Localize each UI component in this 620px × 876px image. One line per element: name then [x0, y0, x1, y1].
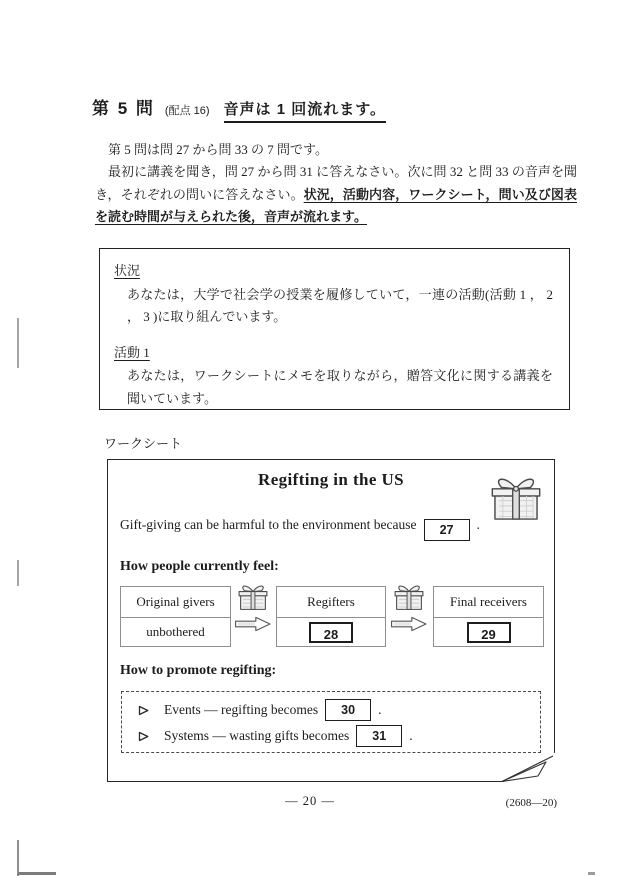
instructions	[95, 139, 577, 229]
page-number: — 20 —	[285, 794, 335, 808]
promote-heading: How to promote regifting:	[120, 663, 277, 678]
worksheet-title: Regifting in the US	[258, 470, 404, 489]
answer-blank-30: 30	[325, 699, 371, 721]
flow-box-value: unbothered	[146, 624, 205, 639]
flow-box-value	[434, 618, 543, 646]
promote-item-systems	[132, 723, 540, 749]
activity-label: 活動 1	[114, 344, 150, 360]
section-header	[92, 94, 386, 123]
situation-text: あなたは，大学で社会学の授業を履修していて，一連の活動(活動 1 ， 2 ， 3 )に取り組んでいます。	[127, 286, 553, 324]
flow-box-title: Original givers	[121, 587, 230, 618]
flow-connector-2	[386, 582, 432, 632]
promote-item-text: Events — regifting becomes	[164, 702, 319, 717]
right-arrow-icon	[234, 619, 272, 636]
scan-artifact	[588, 872, 595, 875]
scan-artifact	[17, 560, 19, 586]
worksheet-intro-line	[120, 517, 550, 541]
feel-heading: How people currently feel:	[120, 559, 279, 574]
scan-artifact	[17, 840, 19, 876]
answer-blank-29: 29	[467, 622, 511, 643]
form-code: (2608—20)	[505, 797, 557, 809]
scan-artifact	[17, 318, 19, 368]
points-allocation: (配点 16)	[164, 105, 210, 117]
situation-activity-box	[99, 248, 570, 410]
flow-connector-1	[230, 582, 276, 632]
arrowhead-bullet-icon	[138, 731, 149, 742]
audio-plays-once-notice: 音声は 1 回流れます。	[224, 98, 386, 123]
answer-blank-27: 27	[424, 519, 470, 541]
promote-box	[121, 691, 541, 753]
instruction-underlined: 状況，活動内容，ワークシート，問い及び図表を読む時間が与えられた後，音声が流れます。	[95, 186, 577, 225]
activity-text: あなたは，ワークシートにメモを取りながら，贈答文化に関する講義を聞いています。	[127, 368, 553, 406]
scan-artifact	[18, 872, 56, 875]
gift-icon	[392, 599, 426, 616]
folded-corner	[494, 749, 556, 783]
section-number: 第 5 問	[92, 99, 155, 118]
right-arrow-icon	[390, 619, 428, 636]
flow-box-original-givers	[120, 586, 231, 647]
promote-item-period: .	[378, 702, 382, 717]
worksheet-label: ワークシート	[104, 436, 183, 451]
instruction-line-1: 第 5 問は問 27 から問 33 の 7 問です。	[108, 142, 328, 157]
instruction-paragraph	[95, 161, 577, 228]
flow-box-title: Regifters	[277, 587, 385, 618]
flow-box-final-receivers	[433, 586, 544, 647]
flow-box-value	[277, 618, 385, 646]
answer-blank-31: 31	[356, 725, 402, 747]
promote-item-events	[132, 697, 540, 723]
situation-label: 状況	[114, 263, 141, 278]
worksheet-sheet	[107, 459, 555, 782]
promote-item-text: Systems — wasting gifts becomes	[164, 728, 350, 743]
gift-icon	[236, 599, 270, 616]
intro-pre: Gift-giving can be harmful to the environment because	[120, 517, 417, 532]
answer-blank-28: 28	[309, 622, 353, 643]
promote-item-period: .	[409, 728, 413, 743]
instruction-body: 最初に講義を聞き，問 27 から問 31 に答えなさい。次に問 32 と問 33 の音声を聞き，それぞれの問いに答えなさい。	[95, 164, 577, 202]
flow-box-regifters	[276, 586, 386, 647]
arrowhead-bullet-icon	[138, 705, 149, 716]
intro-post: .	[476, 517, 480, 532]
flow-box-title: Final receivers	[434, 587, 543, 618]
